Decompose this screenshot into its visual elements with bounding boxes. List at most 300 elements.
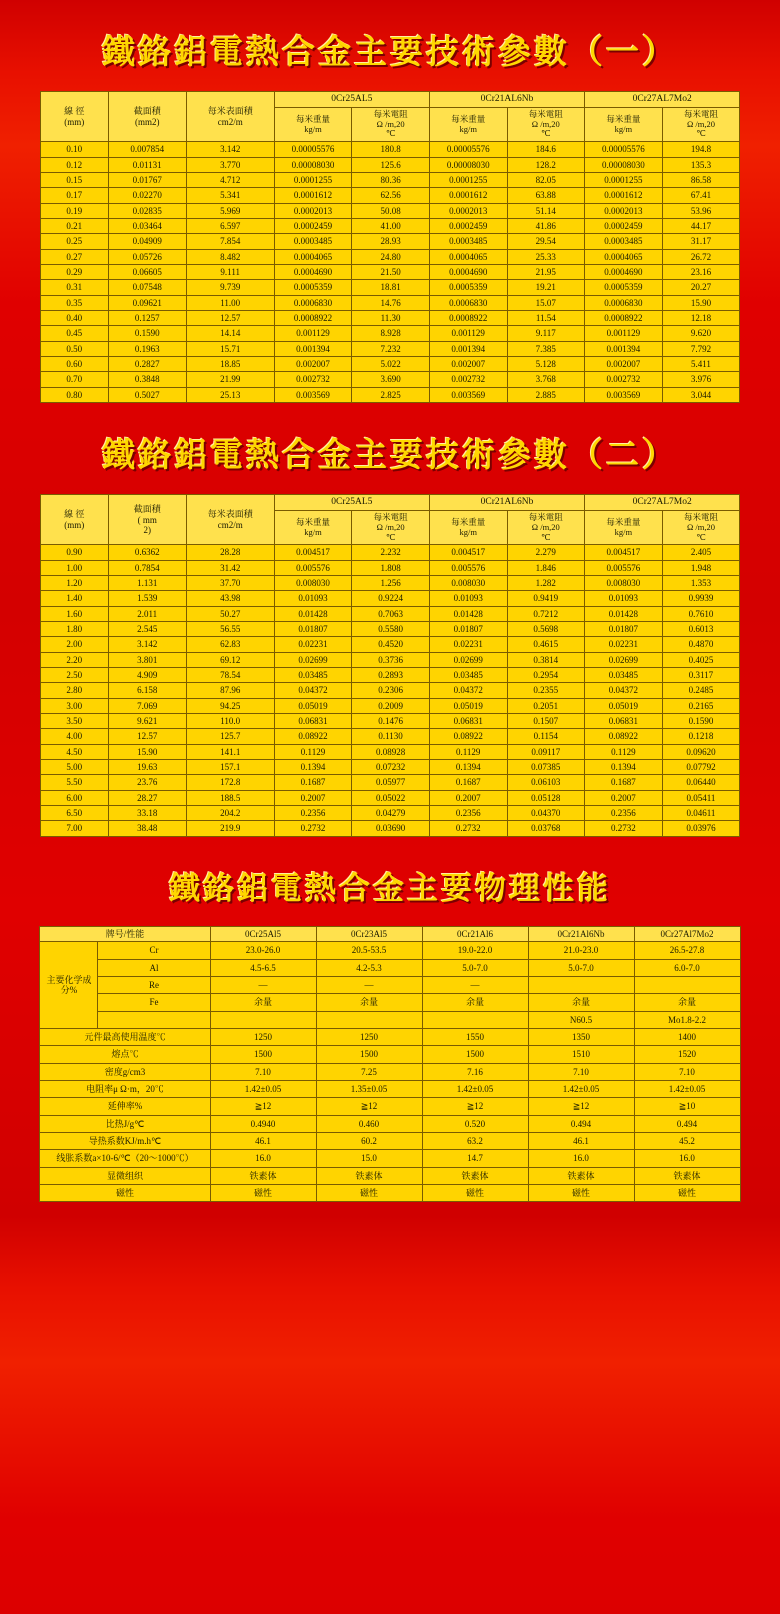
composition-value-0: 4.5-6.5: [210, 959, 316, 976]
property-value-4: 1520: [634, 1046, 740, 1063]
table-cell-0: 0.29: [40, 264, 108, 279]
table-cell-3: 0.003569: [274, 387, 352, 402]
table-cell-3: 0.002007: [274, 357, 352, 372]
table-cell-7: 0.0004065: [585, 249, 663, 264]
subheader-resistance-1: 每米電阻 Ω /m,20 ℃: [507, 510, 585, 544]
table-cell-0: 0.19: [40, 203, 108, 218]
table-cell-3: 0.02231: [274, 637, 352, 652]
property-label: 电阻率μ Ω·m，20℃: [40, 1080, 210, 1097]
table-cell-3: 0.2732: [274, 821, 352, 836]
property-row: [40, 1098, 740, 1115]
property-value-4: 1.42±0.05: [634, 1080, 740, 1097]
table-cell-3: 0.00008030: [274, 157, 352, 172]
table-row: [40, 790, 740, 805]
table-cell-4: 0.3736: [352, 652, 430, 667]
subheader-resistance-0: 每米電阻 Ω /m,20 ℃: [352, 107, 430, 141]
table-row: [40, 188, 740, 203]
property-value-0: 1.42±0.05: [210, 1080, 316, 1097]
table-row: [40, 218, 740, 233]
table-cell-5: 0.06831: [429, 714, 507, 729]
table-cell-8: 0.3117: [662, 668, 740, 683]
table-cell-4: 24.80: [352, 249, 430, 264]
table-cell-0: 5.50: [40, 775, 108, 790]
table-cell-5: 0.001129: [429, 326, 507, 341]
table-row: [40, 744, 740, 759]
table-row: [40, 606, 740, 621]
table-cell-4: 0.9224: [352, 591, 430, 606]
table-cell-5: 0.0006830: [429, 295, 507, 310]
table-cell-1: 0.5027: [108, 387, 186, 402]
table-cell-1: 1.131: [108, 575, 186, 590]
table-cell-6: 3.768: [507, 372, 585, 387]
header-alloy-0: 0Cr25AL5: [274, 92, 429, 108]
table-cell-5: 0.1394: [429, 760, 507, 775]
subheader-resistance-2: 每米電阻 Ω /m,20 ℃: [662, 107, 740, 141]
property-value-4: 铁素体: [634, 1167, 740, 1184]
table-cell-2: 28.28: [186, 545, 274, 560]
table-cell-5: 0.0001612: [429, 188, 507, 203]
table-cell-4: 0.2306: [352, 683, 430, 698]
table-cell-5: 0.01807: [429, 622, 507, 637]
property-value-2: 磁性: [422, 1184, 528, 1201]
table-cell-2: 8.482: [186, 249, 274, 264]
table-cell-3: 0.1687: [274, 775, 352, 790]
table-cell-5: 0.0005359: [429, 280, 507, 295]
subheader-resistance-2: 每米電阻 Ω /m,20 ℃: [662, 510, 740, 544]
composition-value-3: 余量: [528, 994, 634, 1011]
table-cell-2: 204.2: [186, 806, 274, 821]
table-cell-1: 15.90: [108, 744, 186, 759]
table-cell-5: 0.00008030: [429, 157, 507, 172]
table-cell-2: 69.12: [186, 652, 274, 667]
header-grade-property: 牌号/性能: [40, 926, 210, 941]
table-header-row: [40, 495, 740, 511]
table-cell-1: 3.142: [108, 637, 186, 652]
table-cell-6: 29.54: [507, 234, 585, 249]
header-wire-diameter: 線 徑 (mm): [40, 495, 108, 545]
table-cell-4: 0.2893: [352, 668, 430, 683]
table-cell-0: 0.10: [40, 142, 108, 157]
property-value-1: 7.25: [316, 1063, 422, 1080]
composition-value-1: 4.2-5.3: [316, 959, 422, 976]
table-row: [40, 806, 740, 821]
table-cell-2: 3.142: [186, 142, 274, 157]
table-cell-4: 0.5580: [352, 622, 430, 637]
table-cell-4: 0.1130: [352, 729, 430, 744]
page-title-1: 鐵鉻鋁電熱合金主要技術參數（一）: [102, 35, 678, 71]
table-row: [40, 234, 740, 249]
table-row: [40, 387, 740, 402]
table-cell-6: 0.1154: [507, 729, 585, 744]
composition-value-3: 5.0-7.0: [528, 959, 634, 976]
composition-element: Re: [98, 976, 210, 993]
table-cell-7: 0.001129: [585, 326, 663, 341]
subheader-weight-0: 每米重量 kg/m: [274, 510, 352, 544]
table-cell-4: 3.690: [352, 372, 430, 387]
table-row: [40, 372, 740, 387]
tech-params-table-1: [40, 91, 741, 403]
table-cell-1: 0.7854: [108, 560, 186, 575]
property-label: 线胀系数a×10-6/℃（20～1000℃）: [40, 1150, 210, 1167]
table-cell-8: 3.044: [662, 387, 740, 402]
table-cell-1: 19.63: [108, 760, 186, 775]
property-value-1: 铁素体: [316, 1167, 422, 1184]
table-cell-6: 11.54: [507, 311, 585, 326]
table-cell-0: 0.90: [40, 545, 108, 560]
table-cell-5: 0.2007: [429, 790, 507, 805]
table-cell-2: 125.7: [186, 729, 274, 744]
table-cell-4: 0.1476: [352, 714, 430, 729]
table-cell-3: 0.0003485: [274, 234, 352, 249]
table-cell-7: 0.00008030: [585, 157, 663, 172]
table-cell-5: 0.0008922: [429, 311, 507, 326]
table-cell-8: 0.6013: [662, 622, 740, 637]
table-cell-1: 33.18: [108, 806, 186, 821]
property-value-0: 0.4940: [210, 1115, 316, 1132]
property-value-4: 磁性: [634, 1184, 740, 1201]
table-cell-4: 14.76: [352, 295, 430, 310]
table-cell-3: 0.0004690: [274, 264, 352, 279]
property-value-2: 0.520: [422, 1115, 528, 1132]
composition-element: [98, 1011, 210, 1028]
composition-value-2: —: [422, 976, 528, 993]
table-cell-8: 0.7610: [662, 606, 740, 621]
property-value-2: 1.42±0.05: [422, 1080, 528, 1097]
table-cell-0: 0.17: [40, 188, 108, 203]
table-cell-8: 0.09620: [662, 744, 740, 759]
table-cell-8: 86.58: [662, 172, 740, 187]
table-cell-2: 11.00: [186, 295, 274, 310]
composition-value-3: [528, 976, 634, 993]
table-row: [40, 652, 740, 667]
property-value-3: 磁性: [528, 1184, 634, 1201]
table-cell-7: 0.02231: [585, 637, 663, 652]
header-surface-area: 每米表面積 cm2/m: [186, 495, 274, 545]
property-value-1: 1500: [316, 1046, 422, 1063]
property-value-2: 铁素体: [422, 1167, 528, 1184]
property-value-1: 1.35±0.05: [316, 1080, 422, 1097]
property-value-3: 16.0: [528, 1150, 634, 1167]
composition-value-1: [316, 1011, 422, 1028]
composition-value-1: 余量: [316, 994, 422, 1011]
table-row: [40, 622, 740, 637]
composition-value-4: 余量: [634, 994, 740, 1011]
table-cell-0: 6.50: [40, 806, 108, 821]
table-cell-8: 0.2485: [662, 683, 740, 698]
table-cell-7: 0.02699: [585, 652, 663, 667]
table-cell-0: 1.20: [40, 575, 108, 590]
table-cell-4: 0.07232: [352, 760, 430, 775]
header-alloy-1: 0Cr21AL6Nb: [429, 92, 584, 108]
property-label: 比热J/g℃: [40, 1115, 210, 1132]
table-row: [40, 683, 740, 698]
table-cell-4: 0.2009: [352, 698, 430, 713]
composition-value-4: 26.5-27.8: [634, 942, 740, 959]
table-cell-0: 0.40: [40, 311, 108, 326]
table-cell-0: 0.12: [40, 157, 108, 172]
property-value-4: 7.10: [634, 1063, 740, 1080]
table-cell-7: 0.0006830: [585, 295, 663, 310]
property-row: [40, 1150, 740, 1167]
table-cell-5: 0.1687: [429, 775, 507, 790]
table-cell-3: 0.0005359: [274, 280, 352, 295]
property-value-0: 46.1: [210, 1132, 316, 1149]
table-cell-7: 0.06831: [585, 714, 663, 729]
table-cell-7: 0.00005576: [585, 142, 663, 157]
table-cell-8: 12.18: [662, 311, 740, 326]
table-cell-3: 0.002732: [274, 372, 352, 387]
table-cell-8: 0.03976: [662, 821, 740, 836]
table-row: [40, 249, 740, 264]
composition-label: 主要化学成分%: [40, 942, 98, 1029]
table-cell-8: 31.17: [662, 234, 740, 249]
table-cell-4: 18.81: [352, 280, 430, 295]
property-label: 磁性: [40, 1184, 210, 1201]
property-value-2: 1550: [422, 1028, 528, 1045]
table-cell-5: 0.02699: [429, 652, 507, 667]
property-value-0: 铁素体: [210, 1167, 316, 1184]
property-value-1: 1250: [316, 1028, 422, 1045]
table-cell-8: 0.2165: [662, 698, 740, 713]
table-cell-1: 38.48: [108, 821, 186, 836]
table-cell-2: 157.1: [186, 760, 274, 775]
table-cell-4: 0.4520: [352, 637, 430, 652]
table-cell-6: 1.846: [507, 560, 585, 575]
table-cell-6: 0.07385: [507, 760, 585, 775]
table-cell-0: 0.35: [40, 295, 108, 310]
table-cell-1: 0.1590: [108, 326, 186, 341]
property-value-0: 1500: [210, 1046, 316, 1063]
table-cell-7: 0.0004690: [585, 264, 663, 279]
composition-value-0: —: [210, 976, 316, 993]
table-cell-6: 0.4615: [507, 637, 585, 652]
composition-element: Fe: [98, 994, 210, 1011]
table-row: [40, 714, 740, 729]
table-cell-8: 0.9939: [662, 591, 740, 606]
table-cell-2: 21.99: [186, 372, 274, 387]
table-row: [40, 545, 740, 560]
table-cell-4: 7.232: [352, 341, 430, 356]
table-cell-0: 0.70: [40, 372, 108, 387]
table-cell-8: 194.8: [662, 142, 740, 157]
table-cell-7: 0.001394: [585, 341, 663, 356]
property-value-3: 46.1: [528, 1132, 634, 1149]
table-cell-2: 5.341: [186, 188, 274, 203]
table-cell-0: 0.50: [40, 341, 108, 356]
table-cell-2: 9.111: [186, 264, 274, 279]
table-row: [40, 775, 740, 790]
table-cell-1: 0.3848: [108, 372, 186, 387]
table-cell-4: 180.8: [352, 142, 430, 157]
composition-element: Cr: [98, 942, 210, 959]
table-cell-3: 0.1129: [274, 744, 352, 759]
table-cell-8: 0.1218: [662, 729, 740, 744]
table-cell-4: 0.05022: [352, 790, 430, 805]
table-row: [40, 591, 740, 606]
table-cell-3: 0.0006830: [274, 295, 352, 310]
table-cell-7: 0.03485: [585, 668, 663, 683]
table-cell-5: 0.2356: [429, 806, 507, 821]
table-cell-4: 0.05977: [352, 775, 430, 790]
property-row: [40, 1080, 740, 1097]
table-cell-2: 141.1: [186, 744, 274, 759]
table-cell-6: 0.3814: [507, 652, 585, 667]
table-cell-5: 0.0003485: [429, 234, 507, 249]
table-cell-6: 63.88: [507, 188, 585, 203]
property-value-2: 7.16: [422, 1063, 528, 1080]
table-cell-2: 37.70: [186, 575, 274, 590]
table-cell-0: 1.00: [40, 560, 108, 575]
table-cell-3: 0.0002459: [274, 218, 352, 233]
table-row: [40, 326, 740, 341]
table-cell-0: 4.00: [40, 729, 108, 744]
table-cell-1: 7.069: [108, 698, 186, 713]
table-cell-8: 135.3: [662, 157, 740, 172]
table-cell-7: 0.0001255: [585, 172, 663, 187]
table-cell-3: 0.05019: [274, 698, 352, 713]
table-cell-0: 7.00: [40, 821, 108, 836]
table-row: [40, 821, 740, 836]
property-value-1: 0.460: [316, 1115, 422, 1132]
table-cell-5: 0.0002459: [429, 218, 507, 233]
table-cell-6: 184.6: [507, 142, 585, 157]
table-cell-8: 3.976: [662, 372, 740, 387]
table-cell-6: 5.128: [507, 357, 585, 372]
header-alloy-3: 0Cr21Al6Nb: [528, 926, 634, 941]
property-row: [40, 1046, 740, 1063]
table-cell-7: 0.01807: [585, 622, 663, 637]
table-cell-4: 0.7063: [352, 606, 430, 621]
table-cell-7: 0.1394: [585, 760, 663, 775]
table-cell-2: 87.96: [186, 683, 274, 698]
table-cell-1: 0.06605: [108, 264, 186, 279]
composition-row: [40, 994, 740, 1011]
table-cell-1: 0.6362: [108, 545, 186, 560]
table-cell-3: 0.01428: [274, 606, 352, 621]
table-row: [40, 698, 740, 713]
table-cell-6: 9.117: [507, 326, 585, 341]
table-cell-2: 6.597: [186, 218, 274, 233]
table-cell-3: 0.1394: [274, 760, 352, 775]
table-cell-8: 5.411: [662, 357, 740, 372]
table-cell-6: 21.95: [507, 264, 585, 279]
table-cell-0: 0.31: [40, 280, 108, 295]
table-cell-4: 80.36: [352, 172, 430, 187]
property-row: [40, 1132, 740, 1149]
table-cell-2: 110.0: [186, 714, 274, 729]
composition-value-3: N60.5: [528, 1011, 634, 1028]
table-cell-4: 41.00: [352, 218, 430, 233]
property-value-3: 0.494: [528, 1115, 634, 1132]
table1-body: [40, 142, 740, 403]
table-cell-3: 0.00005576: [274, 142, 352, 157]
table-cell-6: 41.86: [507, 218, 585, 233]
table-cell-1: 0.01131: [108, 157, 186, 172]
property-value-4: ≧10: [634, 1098, 740, 1115]
table-cell-8: 23.16: [662, 264, 740, 279]
table-cell-5: 0.01428: [429, 606, 507, 621]
table-cell-3: 0.02699: [274, 652, 352, 667]
property-value-3: 1350: [528, 1028, 634, 1045]
table-cell-2: 3.770: [186, 157, 274, 172]
table-cell-4: 5.022: [352, 357, 430, 372]
table-cell-2: 62.83: [186, 637, 274, 652]
property-value-2: ≧12: [422, 1098, 528, 1115]
table-cell-0: 2.50: [40, 668, 108, 683]
composition-row: [40, 1011, 740, 1028]
table-cell-4: 8.928: [352, 326, 430, 341]
table-cell-8: 1.353: [662, 575, 740, 590]
table-cell-1: 0.03464: [108, 218, 186, 233]
property-row: [40, 1028, 740, 1045]
table-cell-2: 14.14: [186, 326, 274, 341]
header-alloy-1: 0Cr21AL6Nb: [429, 495, 584, 511]
table-cell-6: 0.1507: [507, 714, 585, 729]
table-cell-8: 0.06440: [662, 775, 740, 790]
header-alloy-0: 0Cr25Al5: [210, 926, 316, 941]
table-cell-6: 7.385: [507, 341, 585, 356]
header-alloy-1: 0Cr23Al5: [316, 926, 422, 941]
table-row: [40, 729, 740, 744]
table-cell-8: 20.27: [662, 280, 740, 295]
table-cell-7: 0.0002013: [585, 203, 663, 218]
property-row: [40, 1167, 740, 1184]
table-cell-0: 0.21: [40, 218, 108, 233]
table-cell-1: 2.011: [108, 606, 186, 621]
table-cell-8: 0.05411: [662, 790, 740, 805]
table-cell-6: 0.9419: [507, 591, 585, 606]
table-cell-3: 0.005576: [274, 560, 352, 575]
composition-row: [40, 959, 740, 976]
property-value-0: ≧12: [210, 1098, 316, 1115]
table-cell-1: 12.57: [108, 729, 186, 744]
table-cell-0: 4.50: [40, 744, 108, 759]
header-alloy-2: 0Cr27AL7Mo2: [585, 92, 740, 108]
table-cell-7: 0.0002459: [585, 218, 663, 233]
table-cell-1: 0.007854: [108, 142, 186, 157]
table-cell-3: 0.008030: [274, 575, 352, 590]
table2-body: [40, 545, 740, 837]
table-cell-1: 6.158: [108, 683, 186, 698]
header-alloy-4: 0Cr27Al7Mo2: [634, 926, 740, 941]
property-value-3: 1.42±0.05: [528, 1080, 634, 1097]
table-cell-3: 0.001129: [274, 326, 352, 341]
composition-value-0: 余量: [210, 994, 316, 1011]
table-cell-4: 2.825: [352, 387, 430, 402]
table-cell-3: 0.01093: [274, 591, 352, 606]
table-cell-2: 56.55: [186, 622, 274, 637]
table-cell-7: 0.0005359: [585, 280, 663, 295]
table-row: [40, 668, 740, 683]
table-cell-8: 1.948: [662, 560, 740, 575]
table-cell-1: 4.909: [108, 668, 186, 683]
composition-row: [40, 976, 740, 993]
table-cell-3: 0.0002013: [274, 203, 352, 218]
table-cell-2: 12.57: [186, 311, 274, 326]
table-cell-6: 25.33: [507, 249, 585, 264]
table-cell-5: 0.008030: [429, 575, 507, 590]
table-cell-1: 0.09621: [108, 295, 186, 310]
table3-body: [40, 942, 740, 1202]
table-cell-1: 2.545: [108, 622, 186, 637]
table-cell-7: 0.2007: [585, 790, 663, 805]
table-row: [40, 280, 740, 295]
table-cell-5: 0.05019: [429, 698, 507, 713]
table-cell-7: 0.004517: [585, 545, 663, 560]
table-cell-0: 0.45: [40, 326, 108, 341]
table-cell-6: 2.279: [507, 545, 585, 560]
table-cell-5: 0.03485: [429, 668, 507, 683]
